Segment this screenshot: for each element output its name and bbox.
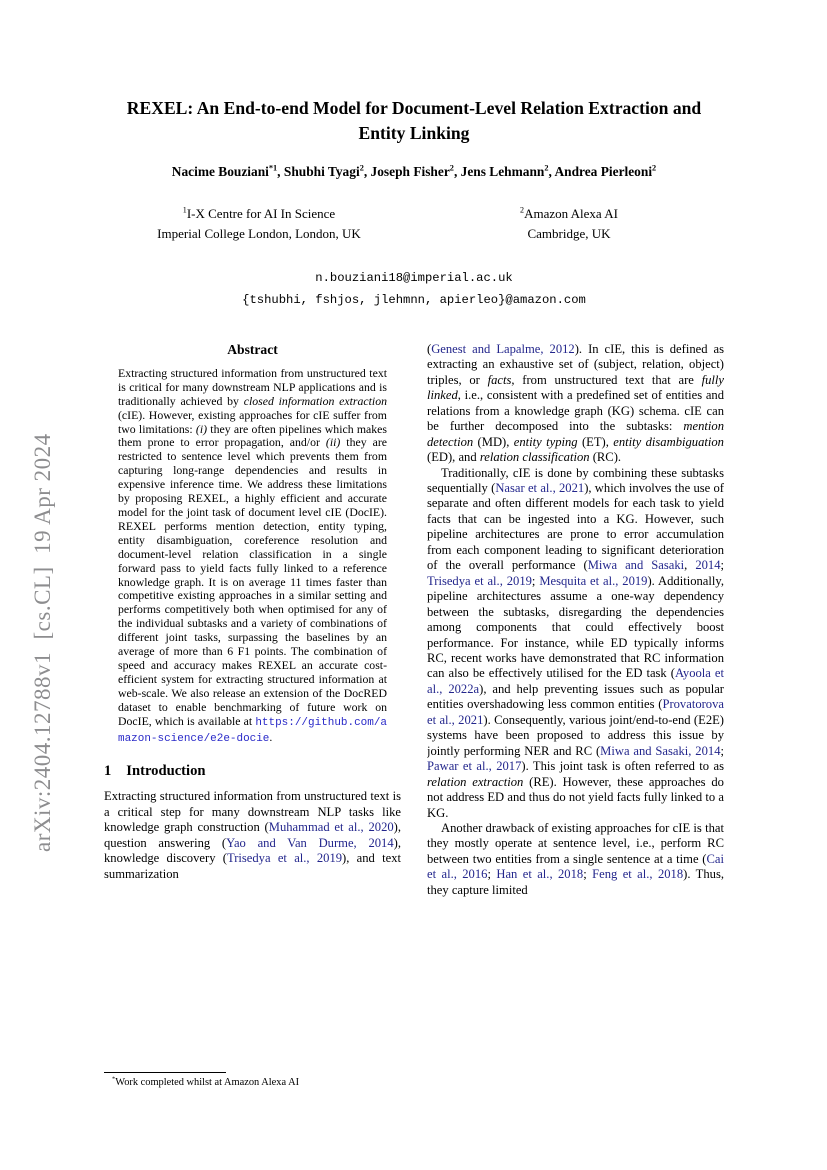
- text-segment: facts: [487, 372, 512, 387]
- text-segment: , Jens Lehmann: [453, 164, 545, 180]
- text-segment: relation classification: [479, 450, 590, 465]
- text-segment: I-X Centre for AI In Science: [186, 206, 336, 222]
- affiliation-address: Cambridge, UK: [527, 225, 611, 241]
- text-segment: 2: [652, 163, 657, 173]
- text-segment: (RE). However, these approaches do not address ED and thus do not yield facts fully linked to a KG.: [427, 774, 724, 820]
- right-column: [427, 342, 724, 1090]
- paper-content: [104, 96, 724, 1090]
- two-column-body: [104, 342, 724, 1090]
- text-segment: (ii): [325, 435, 341, 450]
- text-segment: .: [269, 729, 273, 744]
- affiliation-name: [414, 204, 724, 224]
- text-segment: ). Thus, they capture limited: [427, 867, 724, 897]
- text-segment: ). This joint task is often referred to as: [521, 759, 724, 774]
- citation-link[interactable]: Feng et al., 2018: [592, 867, 684, 882]
- text-segment: Extracting structured information from unstructured text is a critical step for many downstream NLP tasks like knowledge graph construction (: [104, 789, 401, 835]
- section-title: Introduction: [126, 763, 206, 780]
- authors-line: [104, 164, 724, 180]
- text-segment: closed information extraction: [243, 393, 387, 408]
- text-segment: entity typing: [513, 434, 578, 449]
- affiliation-name: [104, 204, 414, 224]
- text-segment: ), and help preventing issues such as popular entities overshadowing less common entities (: [427, 681, 724, 712]
- text-segment: (ET),: [577, 434, 614, 449]
- text-segment: 2: [520, 205, 525, 215]
- text-segment: ;: [583, 867, 593, 882]
- intro-paragraph: [104, 789, 401, 882]
- external-link[interactable]: https://github.com/amazon-science/e2e-docie: [118, 716, 387, 745]
- text-segment: (cIE). However, existing approaches for cIE suffer from two limitations:: [118, 407, 387, 436]
- text-segment: entity disambiguation: [613, 434, 724, 449]
- text-segment: , Shubhi Tyagi: [277, 164, 360, 180]
- text-segment: Another drawback of existing approaches for cIE is that they mostly operate at sentence level, i.e., perform RC between two entities from a single sentence at a time (: [427, 820, 724, 866]
- text-segment: Amazon Alexa AI: [524, 206, 618, 222]
- text-segment: 2: [449, 163, 454, 173]
- text-segment: (i): [195, 421, 208, 436]
- text-segment: 2: [359, 163, 364, 173]
- citation-link[interactable]: Pawar et al., 2017: [427, 759, 522, 774]
- text-segment: 2: [544, 163, 549, 173]
- footnote-rule: [104, 1072, 226, 1073]
- citation-link[interactable]: Han et al., 2018: [496, 867, 584, 882]
- paper-title: REXEL: An End-to-end Model for Document-Level Relation Extraction and Entity Linking: [126, 98, 702, 143]
- citation-link[interactable]: Miwa and Sasaki, 2014: [600, 743, 721, 758]
- email-line-amazon: {tshubhi, fshjos, jlehmnn, apierleo}@amazon.com: [242, 292, 586, 307]
- citation-link[interactable]: Cai et al., 2016: [427, 851, 724, 882]
- text-segment: , Andrea Pierleoni: [548, 164, 653, 180]
- footnote: [104, 1072, 401, 1088]
- affiliations-row: [104, 204, 724, 243]
- text-segment: ;: [531, 573, 540, 588]
- text-segment: ;: [720, 743, 724, 758]
- text-segment: fully linked: [427, 372, 724, 403]
- abstract-text: [104, 367, 401, 746]
- text-segment: *1: [268, 163, 278, 173]
- left-column: [104, 342, 401, 1090]
- text-segment: Nacime Bouziani: [171, 164, 269, 180]
- text-segment: ,: [684, 558, 696, 573]
- citation-link[interactable]: Miwa and Sasaki: [587, 558, 685, 573]
- text-segment: ), and text summarization: [104, 851, 401, 881]
- text-segment: ). In cIE, this is defined as extracting an exhaustive set of (subject, relation, object) triples, or: [427, 341, 724, 387]
- citation-link[interactable]: Yao and Van Durme, 2014: [226, 835, 394, 850]
- citation-link[interactable]: Genest and Lapalme, 2012: [431, 341, 575, 356]
- text-segment: ), knowledge discovery (: [104, 835, 401, 866]
- text-segment: ). Additionally, pipeline architectures assume a one-way dependency between the subtasks, disregarding the dependencies among components that could effectively boost performance. For instance, while ED typically informs RC, recent works have demonstrated that RC information can also be effectively utilised for the ED task (: [427, 573, 724, 681]
- text-segment: ), which involves the use of separate and often different models for each task to yield facts that can be ingested into a KG. However, such pipeline architectures are prone to error accumulation from each component leading to significant deterioration of the overall performance (: [427, 481, 724, 573]
- text-segment: relation extraction: [427, 774, 524, 789]
- affiliation-imperial: [104, 204, 414, 243]
- citation-link[interactable]: Mesquita et al., 2019: [539, 573, 648, 588]
- text-segment: mention detection: [427, 419, 724, 449]
- text-segment: , Joseph Fisher: [363, 164, 450, 180]
- text-segment: ;: [720, 558, 724, 573]
- text-segment: Work completed whilst at Amazon Alexa AI: [115, 1076, 300, 1088]
- citation-link[interactable]: Trisedya et al., 2019: [226, 851, 343, 866]
- arxiv-watermark: arXiv:2404.12788v1 [cs.CL] 19 Apr 2024: [30, 433, 55, 852]
- text-segment: , from unstructured text that are: [511, 372, 702, 387]
- citation-link[interactable]: Trisedya et al., 2019: [427, 573, 532, 588]
- text-segment: (RC).: [589, 450, 622, 465]
- text-segment: (: [427, 341, 432, 356]
- text-segment: they are often pipelines which makes them prone to error propagation, and/or: [118, 421, 387, 450]
- emails-block: [104, 268, 724, 311]
- section-heading-introduction: [104, 763, 401, 780]
- affiliation-amazon: [414, 204, 724, 243]
- text-segment: (MD),: [473, 434, 514, 449]
- text-segment: *: [112, 1075, 116, 1083]
- text-segment: Traditionally, cIE is done by combining these subtasks sequentially (: [427, 465, 724, 496]
- text-segment: , i.e., consistent with a predefined set of entities and relations from a knowledge graph (KG) schema. cIE can be further decomposed into the subtasks:: [427, 388, 724, 434]
- text-segment: (ED), and: [427, 450, 480, 465]
- email-line-imperial: n.bouziani18@imperial.ac.uk: [315, 271, 513, 286]
- body-paragraph-3: [427, 821, 724, 898]
- text-segment: Extracting structured information from unstructured text is critical for many downstream NLP applications and is traditionally achieved by: [118, 365, 387, 408]
- text-segment: ), question answering (: [104, 820, 401, 850]
- citation-link[interactable]: Nasar et al., 2021: [495, 481, 585, 496]
- abstract-heading: Abstract: [227, 341, 278, 357]
- text-segment: they are restricted to sentence level which prevents them from capturing long-range dependencies and results in expensive inference time. We address these limitations by proposing REXEL, a highly efficient and accurate model for the joint task of document level cIE (DocIE). REXEL performs mention detection, entity typing, entity disambiguation, coreference resolution and document-level relation classification in a single forward pass to yield facts fully linked to a reference knowledge graph. It is on average 11 times faster than competitive existing approaches in a similar setting and performs competitively both when optimised for any of the individual subtasks and a variety of combinations of different joint tasks, surpassing the baselines by an average of more than 6 F1 points. The combination of speed and accuracy makes REXEL an accurate cost-efficient system for extracting structured information at web-scale. We also release an extension of the DocRED dataset to enable benchmarking of future work on DocIE, which is available at: [118, 435, 387, 728]
- affiliation-address: Imperial College London, London, UK: [157, 225, 361, 241]
- citation-link[interactable]: Muhammad et al., 2020: [268, 820, 394, 835]
- footnote-text: [104, 1077, 401, 1088]
- text-segment: ;: [487, 867, 497, 882]
- citation-link[interactable]: 2014: [695, 558, 721, 573]
- section-number: 1: [104, 763, 112, 780]
- text-segment: 1: [182, 205, 187, 215]
- citation-link[interactable]: Provatorova et al., 2021: [427, 697, 724, 727]
- body-paragraph-1: [427, 342, 724, 466]
- body-paragraph-2: [427, 466, 724, 821]
- text-segment: ). Consequently, various joint/end-to-end (E2E) systems have been proposed to address this issue by jointly performing NER and RC (: [427, 712, 724, 758]
- citation-link[interactable]: Ayoola et al., 2022a: [427, 666, 724, 696]
